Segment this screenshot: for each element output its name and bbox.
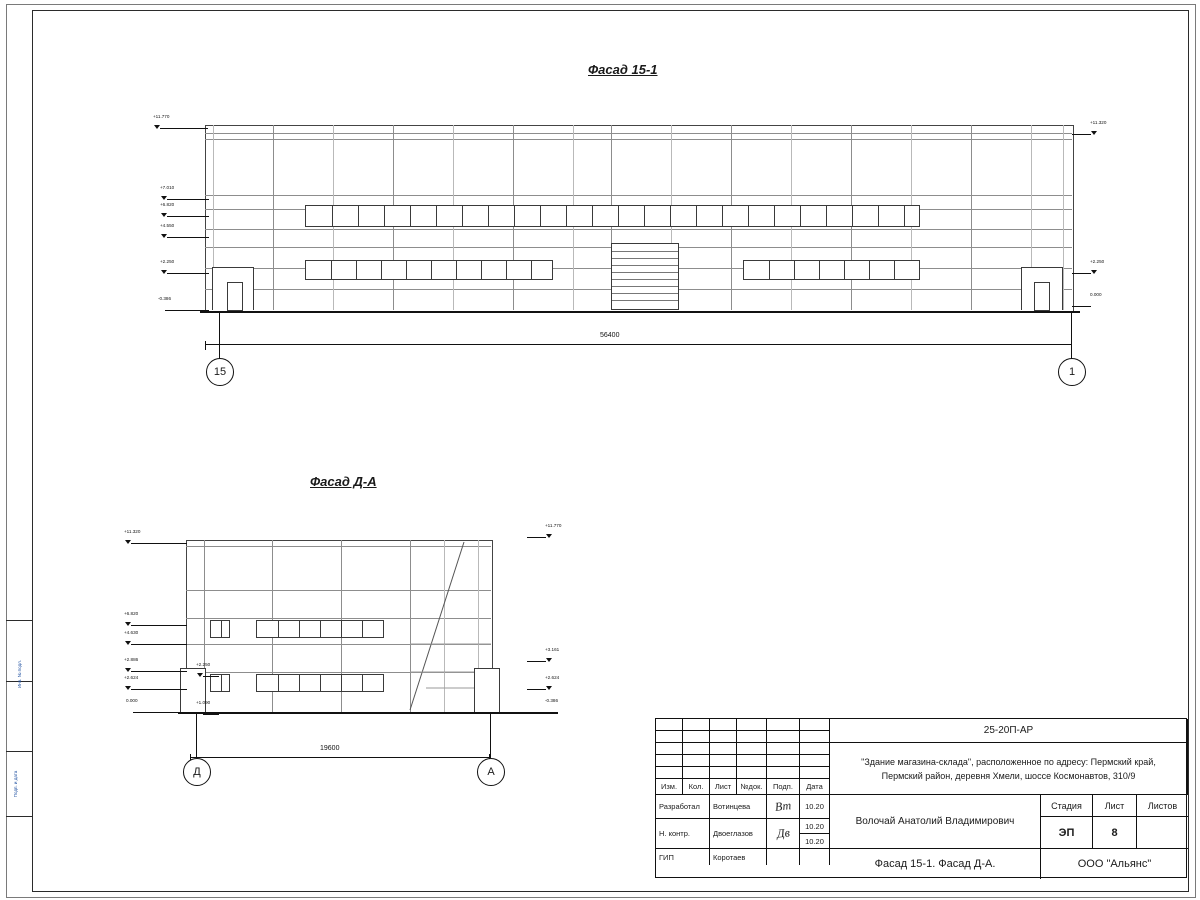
facade-d-a-title: Фасад Д-А [310,474,377,489]
titleblock-role: Н. контр. [656,819,710,849]
axis-stem [490,712,491,758]
overall-dimension-label-15-1: 56400 [600,332,620,339]
axis-bubble-right-d-a [477,758,505,786]
axis-label: 1 [1068,366,1076,378]
project-code: 25-20П-АР [830,719,1188,743]
titleblock-col-ndok: №док. [737,779,767,795]
porch-right-d-a [474,668,500,712]
sheet-left-margin-strip [6,620,33,891]
sheet-title: Фасад 15-1. Фасад Д-А. [830,849,1041,879]
left-strip-label-2: Подп. и дата [13,770,18,798]
axis-stem [219,311,220,359]
overall-dimension-line-d-a [190,757,490,758]
overall-dimension-label-d-a: 19600 [320,745,340,752]
titleblock-name: Вотинцева [710,795,767,819]
axis-bubble-left-d-a [183,758,211,786]
axis-bubble-left-15-1 [206,358,234,386]
titleblock-name: Коротаев [710,849,767,865]
object-description [830,743,1188,795]
title-block [655,718,1187,878]
list-label: Лист [1093,795,1137,817]
titleblock-date: 10.20 [800,795,830,819]
entrance-porch-right [1021,267,1063,310]
titleblock-col-data: Дата [800,779,830,795]
titleblock-date: 10.20 [800,819,830,834]
signature-glyph: Вт [774,798,792,814]
titleblock-name: Двоеглазов [710,819,767,849]
axis-stem [1071,311,1072,359]
axis-bubble-right-15-1 [1058,358,1086,386]
list-value: 8 [1093,817,1137,849]
overhead-door [611,243,679,310]
overall-dimension-line-15-1 [205,344,1072,345]
drawing-sheet: Инв. № подл. Подп. и дата Фасад 15-1 +11.770 +7.010 +6.820 +4.550 +2.250 -0.386 +11.320 +2.250 0.000 56400 15 1 Фасад Д-А +11.320 +6.820 +4.630 +2.886 +2.624 0.000 +2.250 +1.090 +11.770 +3.161 +2.624 -0.386 19600 Д A Изм. Кол. Лист №док. Подп. Дата Разработал Вотинцева Вт 10.20 Н. контр. Двоеглазов Дв 10.20 10.20 ГИП Коротаев 25-20П-АР "Здание магазина-склада", расположенное по адресу: Пермский край, Пермский район, деревня Хмели, шоссе Космонавтов, 310/9 Волочай Анатолий Владимирович Фасад 15-1. Фасад Д-А. Стадия Лист Листов ЭП 8 ООО "Альянс" [0,0,1200,900]
titleblock-role: Разработал [656,795,710,819]
axis-label: A [487,766,495,778]
axis-label: Д [193,766,201,778]
titleblock-blank [800,849,830,865]
titleblock-signature [767,849,800,865]
stage-value: ЭП [1041,817,1093,849]
ground-line-d-a [178,712,558,714]
facade-d-a-elevation [186,540,491,712]
axis-stem [196,712,197,758]
chief-name: Волочай Анатолий Владимирович [830,795,1041,849]
titleblock-date: 10.20 [800,834,830,849]
company-name: ООО "Альянс" [1077,858,1152,870]
ribbon-window-upper [305,205,920,227]
axis-label: 15 [213,366,227,378]
ribbon-window-lower-right [743,260,920,280]
titleblock-signature [767,819,800,849]
titleblock-col-kol: Кол. [683,779,710,795]
signature-glyph: Дв [775,825,791,841]
titleblock-col-izm: Изм. [656,779,683,795]
facade-15-1-elevation [205,125,1072,310]
entrance-porch-left [212,267,254,310]
titleblock-signature [767,795,800,819]
facade-15-1-title: Фасад 15-1 [588,62,658,77]
ribbon-window-lower-left [305,260,553,280]
ribbon-window-lower-d-a [256,674,384,692]
ground-line-15-1 [200,311,1080,313]
ribbon-window-upper-d-a [256,620,384,638]
left-strip-label-1: Инв. № подл. [17,659,22,689]
window-small-upper [210,620,230,638]
object-line-1: "Здание магазина-склада", расположенное по адресу: Пермский край, [861,756,1156,767]
titleblock-col-list: Лист [710,779,737,795]
object-line-2: Пермский район, деревня Хмели, шоссе Космонавтов, 310/9 [881,770,1136,781]
stage-label: Стадия [1041,795,1093,817]
titleblock-role: ГИП [656,849,710,865]
lists-label: Листов [1137,795,1188,817]
lists-value [1137,817,1188,849]
titleblock-col-podp: Подп. [767,779,800,795]
